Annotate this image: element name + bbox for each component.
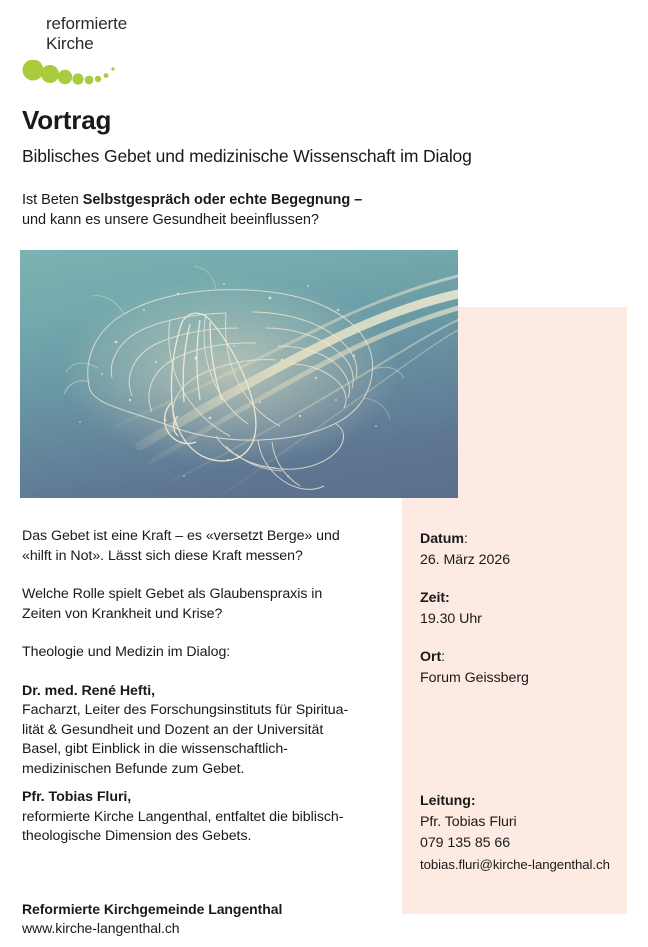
speaker-2-name: Pfr. Tobias Fluri, [22, 789, 132, 805]
speaker-1-bio-line4: medizinischen Befunde zum Gebet. [22, 760, 245, 777]
info-leitung-phone: 079 135 85 66 [420, 835, 511, 851]
speaker-1-bio-line2: lität & Gesundheit und Dozent an der Universität [22, 721, 324, 738]
footer-website[interactable]: www.kirche-langenthal.ch [22, 920, 180, 936]
spacer [22, 566, 387, 585]
brain-illustration [20, 250, 458, 498]
info-datum-value: 26. März 2026 [420, 552, 511, 568]
footer-organisation: Reformierte Kirchgemeinde Langenthal [22, 901, 283, 917]
spacer [22, 779, 387, 788]
spacer [22, 663, 387, 682]
info-leitung-label: Leitung: [420, 793, 476, 809]
footer [22, 900, 282, 938]
info-datum-block [420, 529, 625, 571]
info-zeit-block [420, 588, 625, 630]
speaker-1-bio-line3: Basel, gibt Einblick in die wissenschaftlich- [22, 741, 288, 757]
logo-wordmark: reformierte Kirche [46, 14, 128, 53]
logo [20, 10, 200, 85]
info-ort-value: Forum Geissberg [420, 670, 529, 686]
body-column [22, 527, 387, 847]
spacer [22, 624, 387, 643]
lead-plain: Ist Beten [22, 192, 83, 208]
info-datum-label: Datum: [420, 531, 468, 547]
body-paragraph-2 [22, 585, 387, 624]
speaker-1-name: Dr. med. René Hefti, [22, 682, 156, 699]
body-paragraph-1 [22, 527, 387, 566]
speaker-2-bio-line1: reformierte Kirche Langenthal, entfaltet die biblisch- [22, 808, 344, 825]
body-p1-line1: Das Gebet ist eine Kraft – es «versetzt Berge» und [22, 528, 340, 544]
body-p2-line1: Welche Rolle spielt Gebet als Glaubenspraxis in [22, 586, 323, 602]
page-title: Vortrag [22, 105, 112, 135]
info-ort-block [420, 647, 625, 689]
info-leitung-name: Pfr. Tobias Fluri [420, 814, 517, 830]
speaker-1-bio-line1: Facharzt, Leiter des Forschungsinstituts für Spiritua- [22, 702, 349, 718]
page-subtitle: Biblisches Gebet und medizinische Wissenschaft im Dialog [22, 146, 472, 166]
lead-bold: Selbstgespräch oder echte Begegnung – [82, 192, 363, 208]
info-leitung-email[interactable]: tobias.fluri@kirche-langenthal.ch [420, 857, 610, 872]
body-p1-line2: «hilft in Not». Lässt sich diese Kraft messen? [22, 547, 303, 564]
lead-line2: und kann es unsere Gesundheit beeinflussen? [22, 212, 319, 228]
lead-question [22, 190, 362, 230]
info-leitung-block [420, 791, 625, 875]
body-paragraph-3: Theologie und Medizin im Dialog: [22, 644, 231, 660]
speaker-2-bio-line2: theologische Dimension des Gebets. [22, 828, 252, 844]
speaker-2-bio [22, 808, 387, 847]
body-p2-line2: Zeiten von Krankheit und Krise? [22, 605, 223, 622]
info-ort-label: Ort: [420, 649, 446, 665]
speaker-1-bio [22, 701, 387, 779]
green-dots-icon [20, 60, 130, 88]
info-zeit-value: 19.30 Uhr [420, 611, 482, 627]
info-zeit-label: Zeit: [420, 590, 450, 606]
hero-brain-image [20, 250, 458, 498]
